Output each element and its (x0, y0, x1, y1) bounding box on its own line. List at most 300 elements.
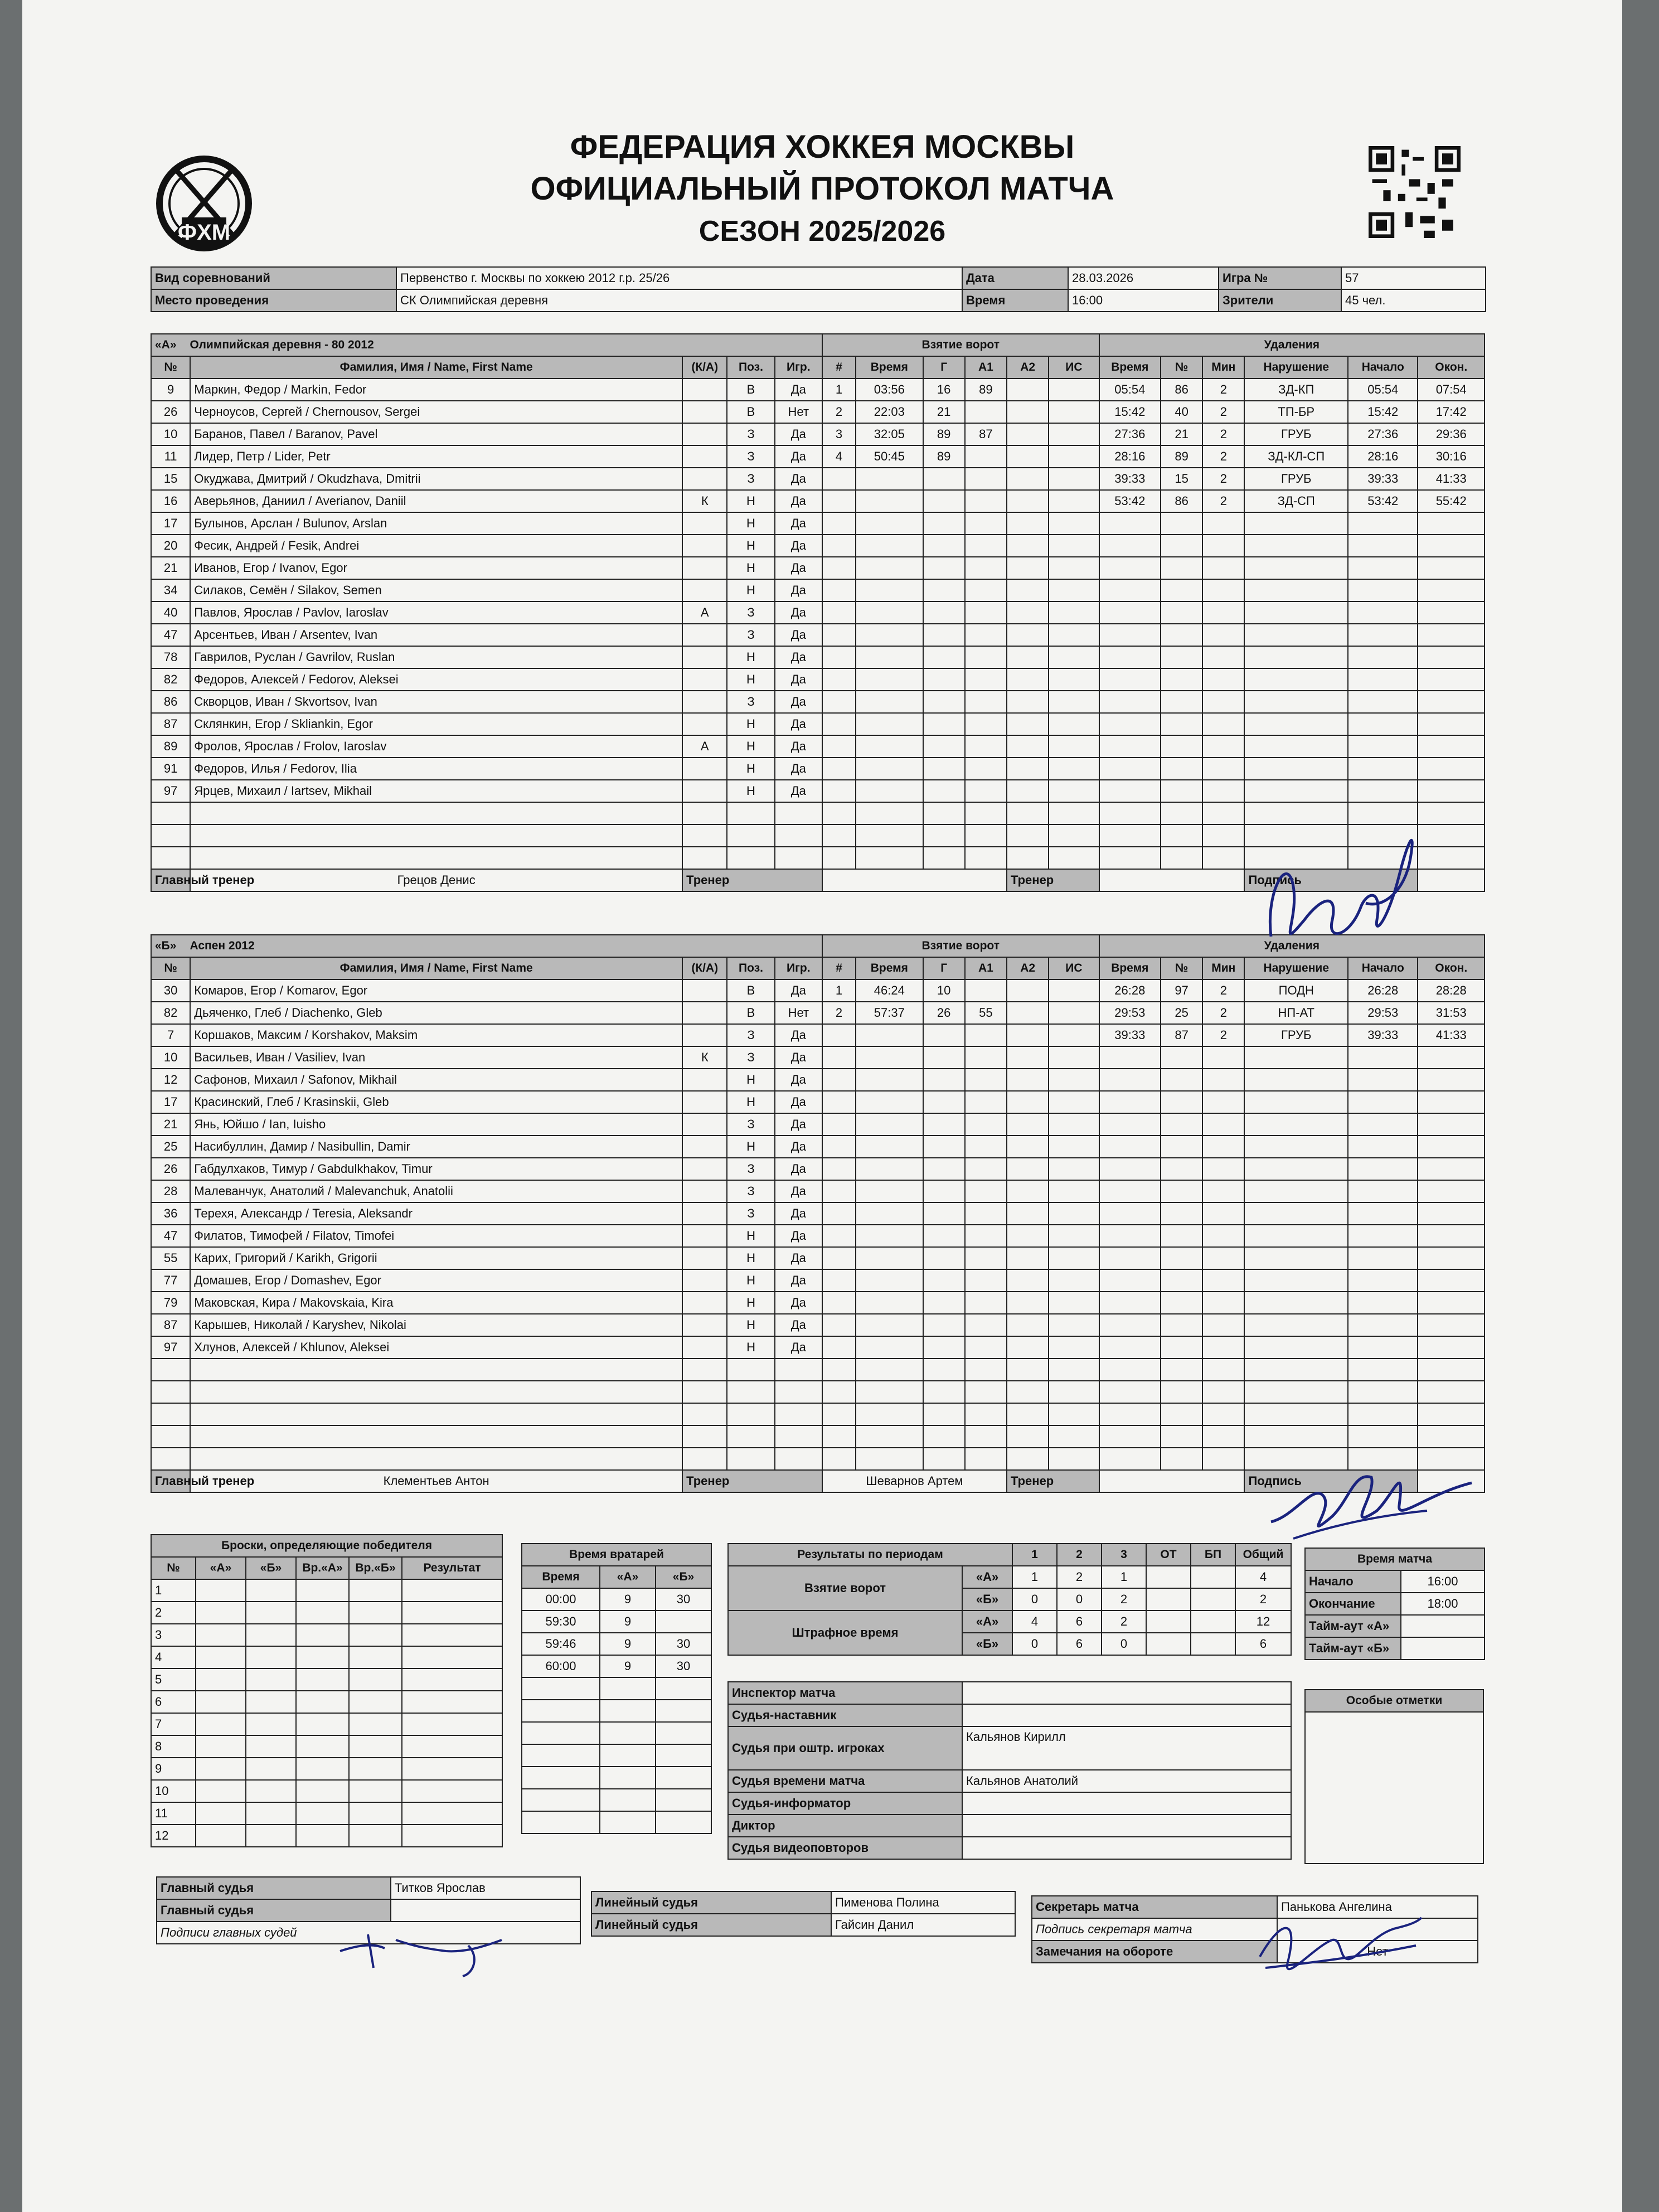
player-name: Федоров, Илья / Fedorov, Ilia (190, 758, 682, 780)
goal-a2 (1007, 979, 1049, 1002)
shootout-col: «Б» (246, 1557, 296, 1579)
penalty-num (1161, 1381, 1202, 1403)
player-position (727, 1403, 774, 1425)
goal-a1 (965, 758, 1007, 780)
player-played (775, 1425, 822, 1448)
player-played: Да (775, 1180, 822, 1202)
goalie-time: 59:46 (522, 1633, 600, 1655)
goalie-b (656, 1811, 711, 1833)
player-number: 9 (151, 379, 190, 401)
goal-a2 (1007, 535, 1049, 557)
goal-a2 (1007, 824, 1049, 847)
title-season: СЕЗОН 2025/2026 (698, 215, 946, 248)
period-value: 4 (1235, 1566, 1291, 1588)
goal-time (856, 512, 923, 535)
goal-g (923, 1247, 965, 1269)
player-name (190, 1359, 682, 1381)
player-number: 78 (151, 646, 190, 668)
penalty-time (1099, 1046, 1161, 1069)
shootout-cell (402, 1602, 502, 1624)
goal-n (822, 557, 856, 579)
goal-time (856, 1292, 923, 1314)
goal-time (856, 1046, 923, 1069)
penalty-inf: ЗД-КП (1244, 379, 1348, 401)
player-name (190, 1403, 682, 1425)
player-played: Нет (775, 401, 822, 423)
player-position: Н (727, 1069, 774, 1091)
venue-value: СК Олимпийская деревня (396, 289, 962, 312)
period-value (1191, 1633, 1235, 1655)
goalie-row (522, 1700, 711, 1722)
goal-time (856, 1403, 923, 1425)
goal-time (856, 646, 923, 668)
goalie-time (522, 1789, 600, 1811)
goal-a1 (965, 1292, 1007, 1314)
player-position: Н (727, 490, 774, 512)
penalty-num (1161, 1225, 1202, 1247)
player-position: Н (727, 758, 774, 780)
goal-a2 (1007, 1314, 1049, 1336)
goal-a1 (965, 601, 1007, 624)
goal-a2 (1007, 758, 1049, 780)
goal-n (822, 1292, 856, 1314)
player-row (151, 1269, 1485, 1292)
goal-g (923, 512, 965, 535)
shootout-col: Результат (402, 1557, 502, 1579)
goal-a2 (1007, 490, 1049, 512)
player-name: Склянкин, Егор / Skliankin, Egor (190, 713, 682, 735)
goal-n (822, 1403, 856, 1425)
player-row (151, 1024, 1485, 1046)
goal-is (1049, 1136, 1099, 1158)
player-name (190, 1448, 682, 1470)
penalty-min (1202, 802, 1244, 824)
shootout-cell (402, 1825, 502, 1847)
penalty-num (1161, 1091, 1202, 1113)
player-captain-mark (682, 1180, 727, 1202)
goal-a1 (965, 1269, 1007, 1292)
shootout-row-number: 4 (151, 1646, 196, 1668)
goal-time (856, 1113, 923, 1136)
shootout-cell (196, 1668, 246, 1691)
shootout-col: Вр.«А» (296, 1557, 349, 1579)
player-played: Да (775, 445, 822, 468)
player-row (151, 713, 1485, 735)
penalty-time: 05:54 (1099, 379, 1161, 401)
goal-is (1049, 401, 1099, 423)
penalty-num (1161, 1448, 1202, 1470)
shootout-row-number: 8 (151, 1735, 196, 1758)
penalty-start: 26:28 (1348, 979, 1418, 1002)
penalty-inf (1244, 668, 1348, 691)
player-number: 17 (151, 1091, 190, 1113)
penalty-inf (1244, 780, 1348, 802)
player-row (151, 979, 1485, 1002)
shootout-cell (196, 1602, 246, 1624)
goal-g (923, 1336, 965, 1359)
goal-time (856, 1381, 923, 1403)
player-position: З (727, 1180, 774, 1202)
penalty-min (1202, 1314, 1244, 1336)
player-position: Н (727, 780, 774, 802)
player-position: Н (727, 668, 774, 691)
goal-a2 (1007, 1225, 1049, 1247)
player-name: Карих, Григорий / Karikh, Grigorii (190, 1247, 682, 1269)
goal-time (856, 601, 923, 624)
player-captain-mark (682, 1425, 727, 1448)
goal-a2 (1007, 1091, 1049, 1113)
announcer-value (962, 1815, 1291, 1837)
penalty-num (1161, 1247, 1202, 1269)
goalie-row (522, 1811, 711, 1833)
player-name: Насибуллин, Дамир / Nasibullin, Damir (190, 1136, 682, 1158)
goal-g: 16 (923, 379, 965, 401)
shootout-row (151, 1713, 502, 1735)
goal-n (822, 847, 856, 869)
penalty-inf: НП-АТ (1244, 1002, 1348, 1024)
player-row (151, 1292, 1485, 1314)
player-position: З (727, 1202, 774, 1225)
col-ka: (К/А) (682, 957, 727, 979)
shootout-cell (296, 1624, 349, 1646)
goal-time: 03:56 (856, 379, 923, 401)
penalty-num (1161, 624, 1202, 646)
player-played: Да (775, 713, 822, 735)
penalty-start (1348, 1158, 1418, 1180)
penalty-time (1099, 535, 1161, 557)
penalty-min: 2 (1202, 445, 1244, 468)
player-number: 34 (151, 579, 190, 601)
penalty-num (1161, 824, 1202, 847)
goal-a2 (1007, 1292, 1049, 1314)
player-number (151, 802, 190, 824)
player-number: 87 (151, 1314, 190, 1336)
penalty-min (1202, 1225, 1244, 1247)
goal-g (923, 1158, 965, 1180)
penalty-num (1161, 847, 1202, 869)
player-name: Скворцов, Иван / Skvortsov, Ivan (190, 691, 682, 713)
penalty-inf (1244, 1314, 1348, 1336)
match-start-value: 16:00 (1401, 1570, 1485, 1593)
penalty-min: 2 (1202, 401, 1244, 423)
period-value: 2 (1102, 1611, 1146, 1633)
penalty-min (1202, 713, 1244, 735)
period-value: 2 (1057, 1566, 1102, 1588)
player-position: Н (727, 1247, 774, 1269)
player-name: Гаврилов, Руслан / Gavrilov, Ruslan (190, 646, 682, 668)
penalty-time (1099, 1336, 1161, 1359)
penalty-inf (1244, 1046, 1348, 1069)
special-notes-body (1305, 1712, 1483, 1864)
goal-time (856, 468, 923, 490)
player-name: Малеванчук, Анатолий / Malevanchuk, Anatolii (190, 1180, 682, 1202)
player-name: Домашев, Егор / Domashev, Egor (190, 1269, 682, 1292)
player-position: Н (727, 713, 774, 735)
linesman2-value: Гайсин Данил (831, 1914, 1015, 1936)
goal-a2 (1007, 1002, 1049, 1024)
goal-is (1049, 1024, 1099, 1046)
shootout-cell (196, 1579, 246, 1602)
player-position: В (727, 379, 774, 401)
period-value: 0 (1012, 1633, 1057, 1655)
shootout-cell (246, 1802, 296, 1825)
player-number (151, 1403, 190, 1425)
period-col: БП (1191, 1544, 1235, 1566)
player-captain-mark (682, 780, 727, 802)
col-pen-min: Мин (1202, 356, 1244, 379)
period-value (1146, 1633, 1191, 1655)
penalty-num (1161, 1046, 1202, 1069)
shootout-row-number: 3 (151, 1624, 196, 1646)
player-number: 17 (151, 512, 190, 535)
player-number: 87 (151, 713, 190, 735)
head-coach-label: Главный тренер (151, 1470, 190, 1492)
main-referee1-label: Главный судья (157, 1877, 391, 1899)
player-position: В (727, 1002, 774, 1024)
shootout-row (151, 1802, 502, 1825)
penalty-num: 21 (1161, 423, 1202, 445)
penalty-min (1202, 1359, 1244, 1381)
player-name: Павлов, Ярослав / Pavlov, Iaroslav (190, 601, 682, 624)
penalty-time (1099, 1180, 1161, 1202)
goal-time (856, 824, 923, 847)
penalty-inf: ЗД-КЛ-СП (1244, 445, 1348, 468)
penalty-start (1348, 1180, 1418, 1202)
player-captain-mark (682, 1381, 727, 1403)
shootout-cell (296, 1602, 349, 1624)
shootout-row-number: 7 (151, 1713, 196, 1735)
col-goal-is: ИС (1049, 356, 1099, 379)
goal-n (822, 1225, 856, 1247)
col-goal-time: Время (856, 356, 923, 379)
penalty-num (1161, 1158, 1202, 1180)
goalie-time (522, 1744, 600, 1767)
goal-is (1049, 1425, 1099, 1448)
player-row (151, 1069, 1485, 1091)
penalty-num (1161, 713, 1202, 735)
goal-g (923, 1314, 965, 1336)
player-name: Силаков, Семён / Silakov, Semen (190, 579, 682, 601)
period-value: 12 (1235, 1611, 1291, 1633)
player-name: Баранов, Павел / Baranov, Pavel (190, 423, 682, 445)
goalie-row (522, 1611, 711, 1633)
shootout-cell (246, 1758, 296, 1780)
col-play: Игр. (775, 356, 822, 379)
penalty-num: 15 (1161, 468, 1202, 490)
goal-time (856, 1225, 923, 1247)
goal-a2 (1007, 1113, 1049, 1136)
shootout-cell (196, 1713, 246, 1735)
penalty-start (1348, 691, 1418, 713)
penalty-end (1418, 713, 1485, 735)
goalie-time-table (521, 1543, 712, 1834)
goal-n: 4 (822, 445, 856, 468)
penalty-inf (1244, 713, 1348, 735)
penalty-end: 07:54 (1418, 379, 1485, 401)
goalie-b (656, 1744, 711, 1767)
penalty-end (1418, 601, 1485, 624)
goal-time (856, 1091, 923, 1113)
player-row (151, 1247, 1485, 1269)
goal-a1 (965, 1069, 1007, 1091)
goal-time (856, 1448, 923, 1470)
penalty-inf (1244, 646, 1348, 668)
competition-value: Первенство г. Москвы по хоккею 2012 г.р. 25/26 (396, 267, 962, 289)
goal-is (1049, 557, 1099, 579)
penalty-start (1348, 1136, 1418, 1158)
player-played: Да (775, 1314, 822, 1336)
period-value: 1 (1012, 1566, 1057, 1588)
goalie-col: «А» (600, 1566, 656, 1588)
shootout-cell (196, 1758, 246, 1780)
penalty-time: 29:53 (1099, 1002, 1161, 1024)
title-protocol: ОФИЦИАЛЬНЫЙ ПРОТОКОЛ МАТЧА (530, 171, 1114, 207)
penalty-num (1161, 668, 1202, 691)
penalty-end (1418, 1046, 1485, 1069)
goal-g (923, 1381, 965, 1403)
coach-value (822, 869, 1007, 891)
goal-g (923, 735, 965, 758)
goal-is (1049, 1002, 1099, 1024)
penalty-min (1202, 1136, 1244, 1158)
period-value (1191, 1566, 1235, 1588)
goal-is (1049, 1292, 1099, 1314)
goal-time (856, 1314, 923, 1336)
goal-a1 (965, 780, 1007, 802)
goal-g: 21 (923, 401, 965, 423)
penalty-start: 29:53 (1348, 1002, 1418, 1024)
inspector-label: Инспектор матча (728, 1682, 962, 1704)
goal-is (1049, 1247, 1099, 1269)
penalty-inf: ПОДН (1244, 979, 1348, 1002)
player-name (190, 802, 682, 824)
penalty-start (1348, 713, 1418, 735)
goal-time (856, 535, 923, 557)
goal-n (822, 601, 856, 624)
penalty-inf: ЗД-СП (1244, 490, 1348, 512)
period-team: «А» (962, 1611, 1012, 1633)
announcer-label: Диктор (728, 1815, 962, 1837)
player-number: 89 (151, 735, 190, 758)
shootout-cell (296, 1825, 349, 1847)
coach-label: Тренер (682, 1470, 822, 1492)
shootout-row (151, 1780, 502, 1802)
goal-time (856, 713, 923, 735)
penalty-inf (1244, 735, 1348, 758)
penalty-time (1099, 1225, 1161, 1247)
period-value: 4 (1012, 1611, 1057, 1633)
player-played (775, 1381, 822, 1403)
penalty-inf: ГРУБ (1244, 1024, 1348, 1046)
goal-is (1049, 847, 1099, 869)
col-goal-num: # (822, 356, 856, 379)
shootout-cell (402, 1713, 502, 1735)
player-position: Н (727, 735, 774, 758)
player-played: Да (775, 646, 822, 668)
goal-a1 (965, 468, 1007, 490)
goal-is (1049, 490, 1099, 512)
goal-a1: 89 (965, 379, 1007, 401)
player-played: Да (775, 1046, 822, 1069)
penalty-min (1202, 1091, 1244, 1113)
penalty-end (1418, 1314, 1485, 1336)
goal-g (923, 1091, 965, 1113)
penalty-num (1161, 1069, 1202, 1091)
goal-a1 (965, 512, 1007, 535)
player-captain-mark (682, 1091, 727, 1113)
player-captain-mark (682, 1269, 727, 1292)
penalty-time (1099, 579, 1161, 601)
shootout-row (151, 1691, 502, 1713)
col-pen-inf: Нарушение (1244, 957, 1348, 979)
player-row (151, 490, 1485, 512)
goal-is (1049, 979, 1099, 1002)
player-row (151, 535, 1485, 557)
penalty-inf (1244, 579, 1348, 601)
shootout-cell (402, 1668, 502, 1691)
period-value: 0 (1057, 1588, 1102, 1611)
goal-a1 (965, 1336, 1007, 1359)
penalty-min (1202, 847, 1244, 869)
shootout-cell (246, 1602, 296, 1624)
goal-a2 (1007, 691, 1049, 713)
penalty-end (1418, 1247, 1485, 1269)
goal-a1 (965, 713, 1007, 735)
goal-n (822, 1359, 856, 1381)
penalty-min (1202, 1292, 1244, 1314)
officials-table (727, 1681, 1292, 1860)
shootout-cell (246, 1691, 296, 1713)
goal-g (923, 1024, 965, 1046)
player-played: Да (775, 379, 822, 401)
special-notes-title: Особые отметки (1305, 1690, 1483, 1712)
player-position (727, 1448, 774, 1470)
goal-a1 (965, 445, 1007, 468)
period-col: 2 (1057, 1544, 1102, 1566)
goal-n: 2 (822, 401, 856, 423)
penalty-min (1202, 624, 1244, 646)
venue-label: Место проведения (151, 289, 396, 312)
penalty-end (1418, 691, 1485, 713)
player-played: Да (775, 557, 822, 579)
goal-n (822, 490, 856, 512)
penalty-min (1202, 824, 1244, 847)
player-name: Фролов, Ярослав / Frolov, Iaroslav (190, 735, 682, 758)
col-pos: Поз. (727, 957, 774, 979)
goalie-time-title: Время вратарей (522, 1544, 711, 1566)
goals-section-title: Взятие ворот (822, 935, 1099, 957)
col-goal-is: ИС (1049, 957, 1099, 979)
player-row (151, 668, 1485, 691)
player-captain-mark (682, 1202, 727, 1225)
penalty-time (1099, 1202, 1161, 1225)
goal-is (1049, 1158, 1099, 1180)
player-captain-mark (682, 1403, 727, 1425)
goal-a1 (965, 1314, 1007, 1336)
col-name: Фамилия, Имя / Name, First Name (190, 957, 682, 979)
player-row (151, 1091, 1485, 1113)
penalty-start (1348, 735, 1418, 758)
penalty-inf (1244, 1202, 1348, 1225)
penalty-num (1161, 1202, 1202, 1225)
player-row (151, 401, 1485, 423)
shootout-title: Броски, определяющие победителя (151, 1535, 502, 1557)
goal-time: 50:45 (856, 445, 923, 468)
goal-g: 10 (923, 979, 965, 1002)
col-ka: (К/А) (682, 356, 727, 379)
player-played: Да (775, 1269, 822, 1292)
player-row (151, 1202, 1485, 1225)
